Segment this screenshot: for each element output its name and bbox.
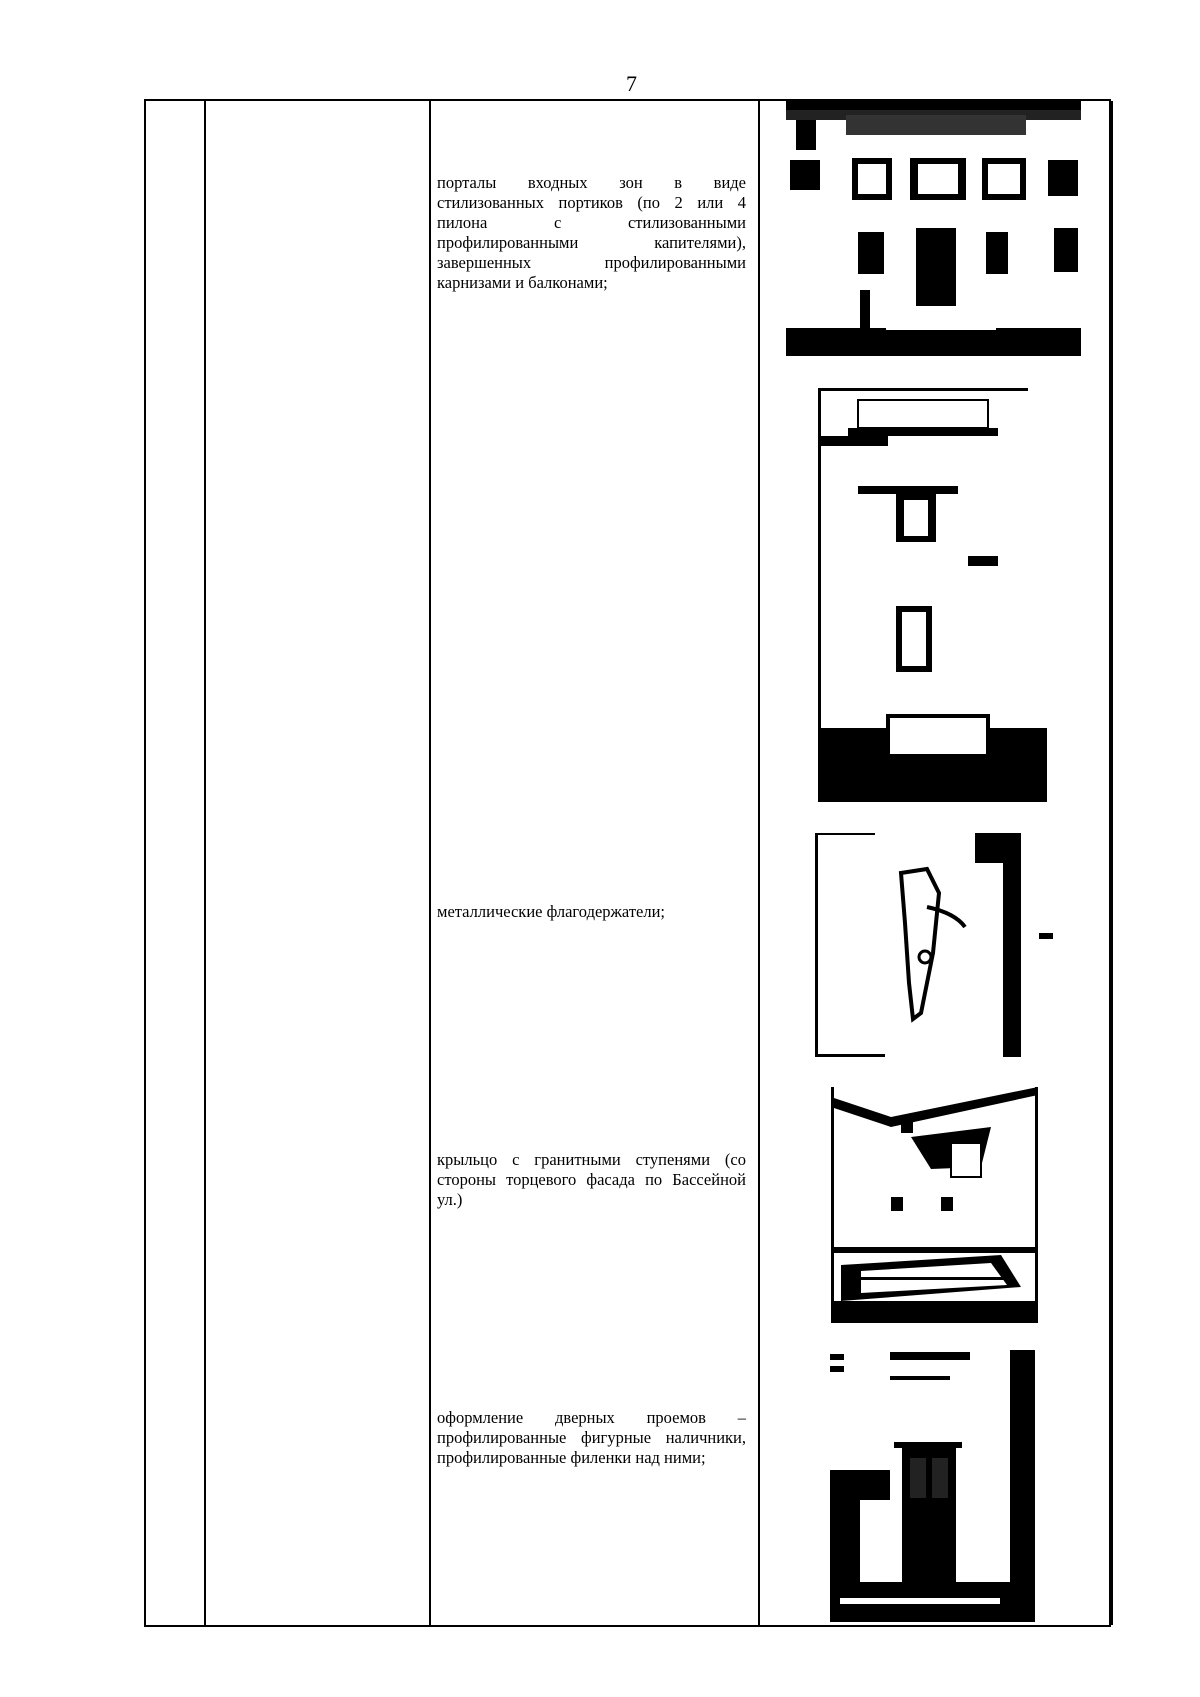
row-4-photo <box>831 1087 1038 1323</box>
row-2-photo <box>818 388 1047 802</box>
row-5-photo <box>830 1350 1035 1622</box>
column-divider-4 <box>1111 101 1113 1625</box>
column-divider-3 <box>758 101 760 1625</box>
row-4-description: крыльцо с гранитными ступенями (со стороны торцевого фасада по Бассейной ул.) <box>437 1150 746 1209</box>
page-number: 7 <box>626 71 637 96</box>
row-1-photo <box>786 100 1081 356</box>
column-divider-1 <box>204 101 206 1625</box>
row-5-description: оформление дверных проемов – профилированные фигурные наличники, профилированные филенки над ними; <box>437 1408 746 1467</box>
row-1-description: порталы входных зон в виде стилизованных портиков (по 2 или 4 пилона с стилизованными профилированными капителями), завершенных профилированными карнизами и балконами; <box>437 173 746 292</box>
row-3-description: металлические флагодержатели; <box>437 902 666 921</box>
row-3-photo <box>815 833 1053 1057</box>
column-divider-2 <box>429 101 431 1625</box>
